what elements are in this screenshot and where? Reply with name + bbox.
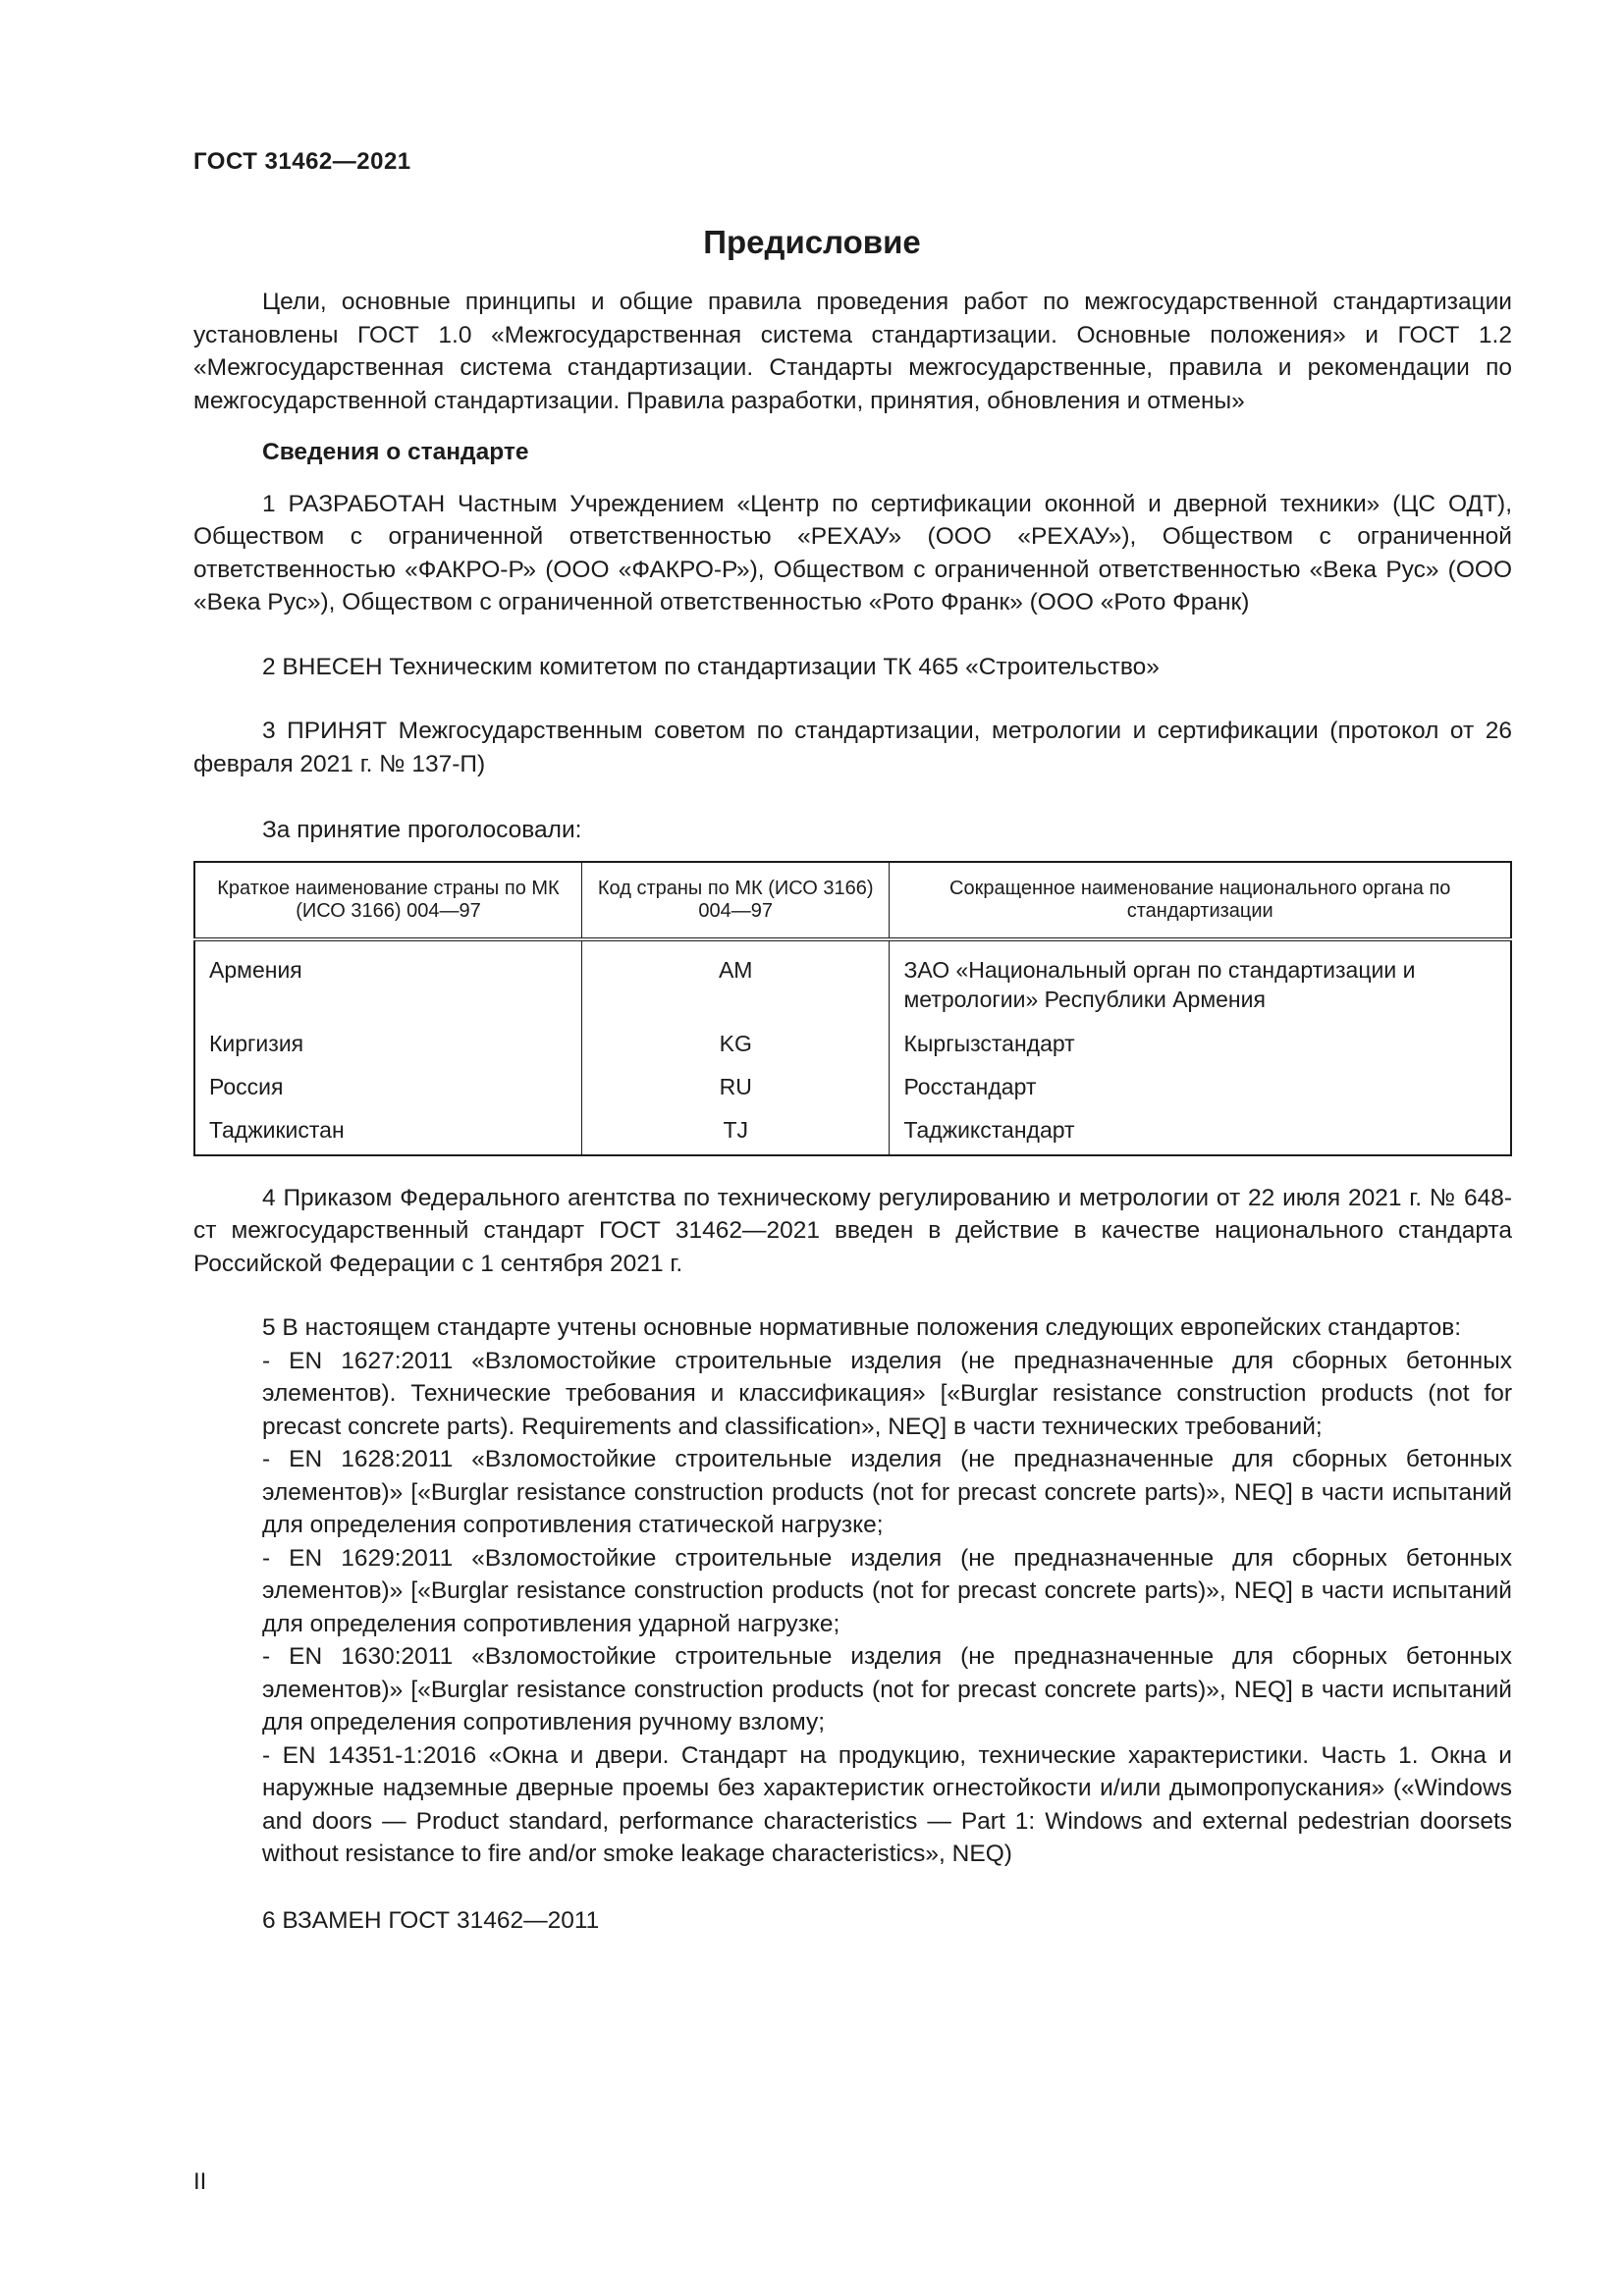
page-number: II — [193, 2168, 207, 2195]
header-code: Код страны по МК (ИСО 3166) 004—97 — [581, 862, 889, 939]
foreword-body — [193, 286, 1512, 1937]
item-adopted: 3 ПРИНЯТ Межгосударственным советом по стандартизации, метрологии и сертификации (протокол от 26 февраля 2021 г. № 137-П) — [193, 718, 1512, 777]
table-row — [194, 1106, 1511, 1155]
header-country: Краткое наименование страны по МК (ИСО 3166) 004—97 — [194, 862, 581, 939]
standard-ref-2: - EN 1628:2011 «Взломостойкие строительные изделия (не предназначенные для сборных бетонных элементов)» [«Burglar resistance construction products (not for precast concrete parts)», NEQ] в части испытаний для определения сопротивления статической нагрузке; — [262, 1446, 1512, 1538]
item-replaces: 6 ВЗАМЕН ГОСТ 31462—2011 — [262, 1906, 600, 1934]
cell-code: KG — [581, 1020, 889, 1063]
table-row — [194, 1063, 1511, 1106]
cell-country: Таджикистан — [194, 1106, 581, 1155]
table-header-row — [194, 862, 1511, 939]
voting-table — [193, 861, 1512, 1156]
standard-ref-5: - EN 14351-1:2016 «Окна и двери. Стандарт на продукцию, технические характеристики. Часть 1. Окна и наружные надземные дверные проемы без характеристик огнестойкости и/или дымопропускания» («Windows and doors — Product standard, performance characteristics — Part 1: Windows and external pedestrian doorsets without resistance to fire and/or smoke leakage characteristics», NEQ) — [262, 1741, 1512, 1867]
cell-body: Росстандарт — [903, 1073, 1037, 1099]
header-body: Сокращенное наименование национального органа по стандартизации — [890, 862, 1511, 939]
cell-code: RU — [581, 1063, 889, 1106]
cell-body: Таджикстандарт — [903, 1116, 1075, 1143]
item-enacted: 4 Приказом Федерального агентства по техническому регулированию и метрологии от 22 июля 2021 г. № 648-ст межгосударственный стандарт ГОСТ 31462—2021 введен в действие в качестве национального стандарта Российской Федерации с 1 сентября 2021 г. — [193, 1184, 1512, 1277]
standard-ref-1: - EN 1627:2011 «Взломостойкие строительные изделия (не предназначенные для сборных бетонных элементов). Технические требования и классификация» [«Burglar resistance construction products (not for precast concrete parts). Requirements and classification», NEQ] в части технических требований; — [262, 1347, 1512, 1440]
standard-ref-3: - EN 1629:2011 «Взломостойкие строительные изделия (не предназначенные для сборных бетонных элементов)» [«Burglar resistance construction products (not for precast concrete parts)», NEQ] в части испытаний для определения сопротивления ударной нагрузке; — [262, 1544, 1512, 1637]
page-title: Предисловие — [703, 224, 921, 260]
item-developed: 1 РАЗРАБОТАН Частным Учреждением «Центр по сертификации оконной и дверной техники» (ЦС ОДТ), Обществом с ограниченной ответственностью «РЕХАУ» (ООО «РЕХАУ»), Обществом с ограниченной ответственностью «ФАКРО-Р» (ООО «ФАКРО-Р»), Обществом с ограниченной ответственностью «Века Рус» (ООО «Века Рус»), Обществом с ограниченной ответственностью «Рото Франк» (ООО «Рото Франк) — [193, 490, 1512, 615]
cell-code: TJ — [581, 1106, 889, 1155]
cell-country: Армения — [194, 939, 581, 1020]
item-european-standards: 5 В настоящем стандарте учтены основные нормативные положения следующих европейских стандартов: — [262, 1314, 1462, 1341]
cell-body: ЗАО «Национальный орган по стандартизации и метрологии» Республики Армения — [903, 956, 1416, 1012]
standard-ref-4: - EN 1630:2011 «Взломостойкие строительные изделия (не предназначенные для сборных бетонных элементов)» [«Burglar resistance construction products (not for precast concrete parts)», NEQ] в части испытаний для определения сопротивления ручному взлому; — [262, 1643, 1512, 1735]
intro-paragraph: Цели, основные принципы и общие правила проведения работ по межгосударственной стандартизации установлены ГОСТ 1.0 «Межгосударственная система стандартизации. Основные положения» и ГОСТ 1.2 «Межгосударственная система стандартизации. Стандарты межгосударственные, правила и рекомендации по межгосударственной стандартизации. Правила разработки, принятия, обновления и отмены» — [193, 289, 1512, 414]
standard-info-heading: Сведения о стандарте — [262, 439, 529, 465]
table-row — [194, 939, 1511, 1020]
document-code: ГОСТ 31462—2021 — [193, 148, 411, 175]
vote-label: За принятие проголосовали: — [262, 817, 582, 843]
cell-country: Россия — [194, 1063, 581, 1106]
cell-code: AM — [581, 939, 889, 1020]
item-introduced: 2 ВНЕСЕН Техническим комитетом по стандартизации ТК 465 «Строительство» — [262, 653, 1160, 680]
table-row — [194, 1020, 1511, 1063]
cell-country: Киргизия — [194, 1020, 581, 1063]
cell-body: Кыргызстандарт — [903, 1030, 1075, 1056]
